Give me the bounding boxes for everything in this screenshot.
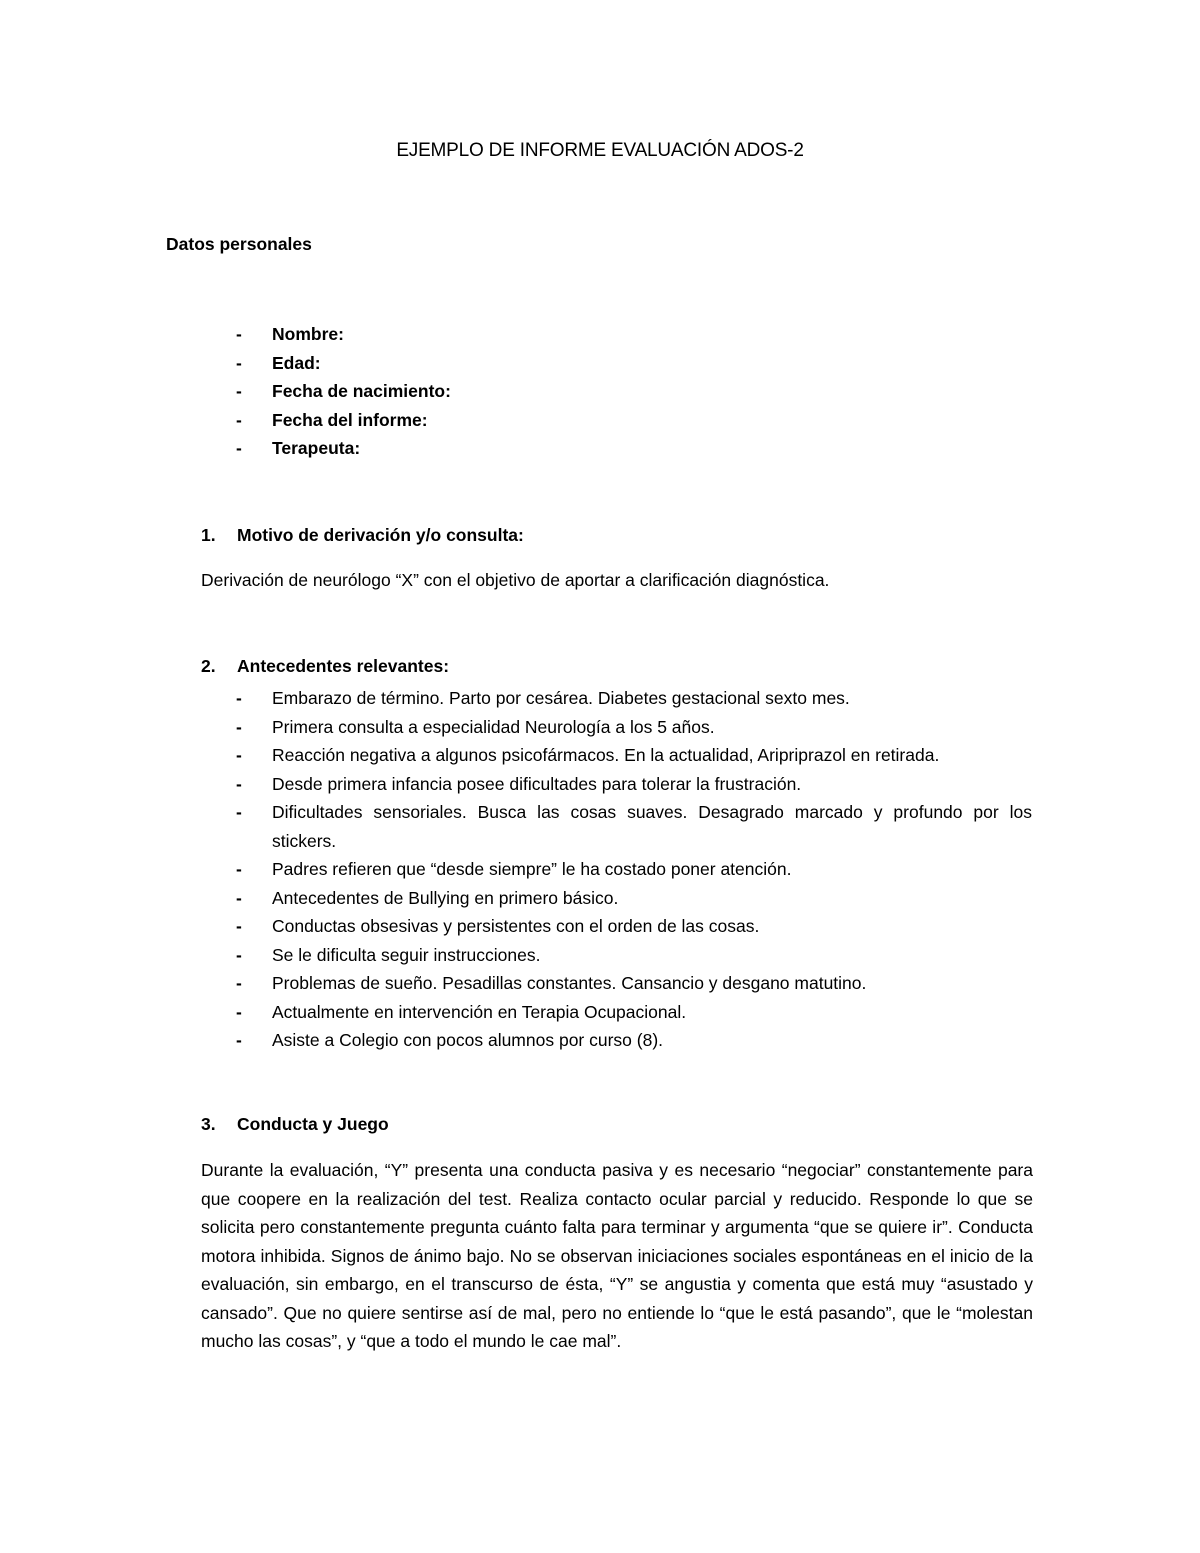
list-item: - Problemas de sueño. Pesadillas constantes. Cansancio y desgano matutino. (236, 973, 867, 993)
section-2-number: 2. (201, 656, 216, 676)
section-2-heading (201, 656, 449, 677)
list-item: - Padres refieren que “desde siempre” le ha costado poner atención. (236, 859, 792, 879)
list-item: - Terapeuta: (236, 438, 361, 458)
list-item: - Antecedentes de Bullying en primero básico. (236, 887, 619, 908)
section-3-text: Durante la evaluación, “Y” presenta una conducta pasiva y es necesario “negociar” constantemente para que coopere en la realización del test. Realiza contacto ocular parcial y reducido. Responde lo que se solicita pero constantemente pregunta cuánto falta para terminar y argumenta “que se quiere ir”. Conducta motora inhibida. Signos de ánimo bajo. No se observan iniciaciones sociales espontáneas en el inicio de la evaluación, sin embargo, en el transcurso de ésta, “Y” se angustia y comenta que está muy “asustado y cansado”. Que no quiere sentirse así de mal, pero no entiende lo “que le está pasando”, que le “molestan mucho las cosas”, y “que a todo el mundo le cae mal”. (201, 1160, 1033, 1351)
section-3-number: 3. (201, 1114, 216, 1134)
list-item: - Reacción negativa a algunos psicofármacos. En la actualidad, Aripriprazol en retirada. (236, 745, 940, 765)
personal-data-list (236, 320, 451, 463)
personal-therapist-label: Terapeuta: (272, 438, 361, 458)
list-item: - Nombre: (236, 324, 344, 344)
personal-birthdate-label: Fecha de nacimiento: (272, 381, 451, 401)
list-item: - Actualmente en intervención en Terapia Ocupacional. (236, 1001, 687, 1022)
list-item: - Asiste a Colegio con pocos alumnos por curso (8). (236, 1030, 664, 1050)
list-item: - Edad: (236, 352, 321, 373)
list-item: - Se le dificulta seguir instrucciones. (236, 944, 541, 965)
document-title: EJEMPLO DE INFORME EVALUACIÓN ADOS-2 (396, 140, 804, 161)
section-1-number: 1. (201, 525, 216, 545)
section-2-title: Antecedentes relevantes: (237, 656, 450, 676)
section-3-heading (201, 1114, 389, 1135)
personal-data-heading: Datos personales (166, 234, 312, 254)
list-item: - Embarazo de término. Parto por cesárea. Diabetes gestacional sexto mes. (236, 688, 850, 708)
list-item: - Dificultades sensoriales. Busca las cosas suaves. Desagrado marcado y profundo por los stickers. (236, 802, 1032, 851)
personal-name-label: Nombre: (272, 324, 344, 344)
personal-age-label: Edad: (272, 352, 321, 373)
personal-report-date-label: Fecha del informe: (272, 409, 428, 430)
section-3-title: Conducta y Juego (237, 1114, 389, 1134)
list-item: - Primera consulta a especialidad Neurología a los 5 años. (236, 716, 715, 737)
section-2-list (236, 684, 1032, 1055)
list-item: - Fecha del informe: (236, 409, 428, 430)
list-item: - Conductas obsesivas y persistentes con el orden de las cosas. (236, 916, 760, 936)
list-item: - Desde primera infancia posee dificultades para tolerar la frustración. (236, 773, 802, 794)
section-1-text: Derivación de neurólogo “X” con el objetivo de aportar a clarificación diagnóstica. (201, 570, 830, 590)
section-1-title: Motivo de derivación y/o consulta: (237, 525, 524, 545)
list-item: - Fecha de nacimiento: (236, 381, 451, 401)
section-1-heading (201, 525, 524, 546)
